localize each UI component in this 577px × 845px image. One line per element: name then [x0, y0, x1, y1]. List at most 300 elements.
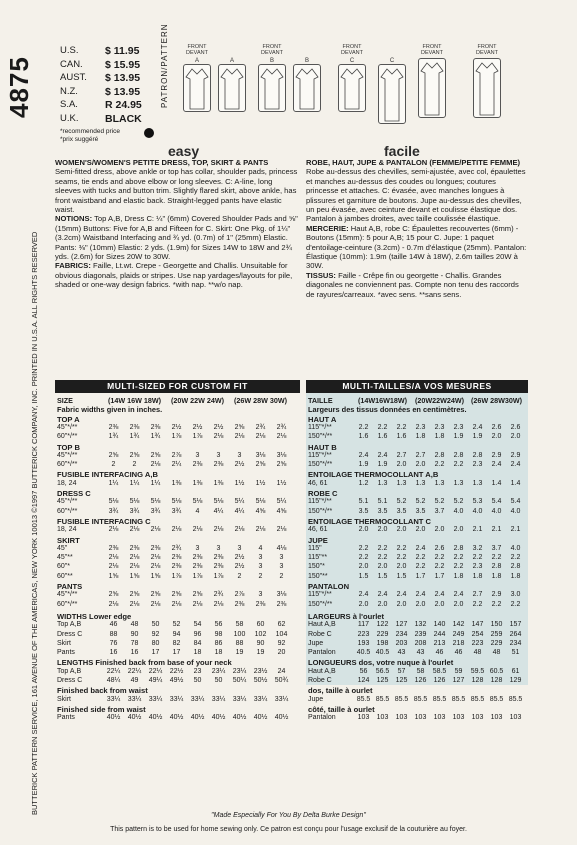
price-value: $ 13.95 [105, 85, 141, 98]
cell-value: 218 [452, 639, 465, 647]
view-title [290, 44, 324, 58]
cell-value: 4.0 [472, 507, 483, 515]
cell-value: 2¾ [171, 544, 182, 552]
size-group: (14W16W18W) [357, 396, 408, 405]
size-group: (20W22W24W) [414, 396, 465, 405]
cell-value: 3.5 [415, 507, 426, 515]
cell-value: 2.2 [510, 600, 521, 608]
cell-value: 1¾ [108, 433, 119, 441]
cell-value: 1⅞ [171, 572, 182, 580]
cell-value: 2⅜ [192, 563, 203, 571]
cell-value: 157 [509, 621, 522, 629]
cell-value: 33¼ [169, 695, 184, 703]
table-row [308, 640, 525, 647]
row-label: 115"*/** [308, 498, 332, 506]
cell-value: 2½ [234, 563, 245, 571]
table-row [57, 498, 292, 505]
right-description-block [306, 158, 528, 299]
cell-value: 1⅝ [129, 572, 140, 580]
cell-value: 2⅛ [108, 600, 119, 608]
cell-value: 2.4 [377, 591, 388, 599]
cell-value: 19 [235, 649, 244, 657]
cell-value: 1.8 [472, 572, 483, 580]
cell-value: 2.6 [434, 544, 445, 552]
cell-value: 58.5 [432, 667, 447, 675]
cell-value: 2⅝ [171, 591, 182, 599]
cell-value: 2⅜ [276, 600, 287, 608]
cell-value: 103 [490, 714, 503, 722]
cell-value: 4⅛ [276, 544, 287, 552]
price-row [60, 72, 160, 84]
table-section-title: ROBE C [308, 489, 338, 498]
butterick-logo-icon [144, 128, 154, 138]
cell-value: 2.0 [358, 526, 369, 534]
cell-value: 1¾ [150, 433, 161, 441]
row-label: 115" [308, 544, 322, 552]
size-row [57, 396, 292, 405]
cell-value: 2.0 [377, 600, 388, 608]
price-country: S.A. [60, 99, 78, 110]
cell-value: 3 [237, 451, 242, 459]
cell-value: 2⅝ [150, 591, 161, 599]
cell-value: 2.0 [491, 433, 502, 441]
cell-value: 1.5 [358, 572, 369, 580]
cell-value: 1.8 [434, 433, 445, 441]
row-label: Top A,B [57, 621, 82, 629]
cell-value: 85.5 [489, 695, 504, 703]
cell-value: 193 [357, 639, 370, 647]
cell-value: 98 [214, 630, 223, 638]
cell-value: 2⅜ [129, 544, 140, 552]
cell-value: 1.2 [358, 479, 369, 487]
cell-value: 3¾ [129, 507, 140, 515]
cell-value: 2⅛ [192, 600, 203, 608]
row-label: 115"*/** [308, 591, 332, 599]
cell-value: 2.0 [434, 526, 445, 534]
cell-value: 4.0 [510, 544, 521, 552]
cell-value: 2.4 [415, 544, 426, 552]
cell-value: 132 [414, 621, 427, 629]
cell-value: 48 [130, 621, 139, 629]
cell-value: 128 [490, 677, 503, 684]
cell-value: 117 [357, 621, 370, 629]
table-row [57, 621, 292, 628]
cell-value: 3.0 [510, 591, 521, 599]
cell-value: 2.0 [396, 526, 407, 534]
garment-sketch [418, 58, 446, 118]
row-label: 150"*/** [308, 433, 333, 441]
cell-value: 102 [254, 630, 267, 638]
garment-sketch [338, 64, 366, 112]
cell-value: 33¼ [148, 695, 163, 703]
cell-value: 5¼ [234, 498, 245, 506]
cell-value: 22¼ [148, 667, 163, 675]
cell-value: 2.2 [358, 423, 369, 431]
view-letter: C [389, 58, 395, 64]
garment-sketch [218, 64, 246, 112]
cell-value: 2.0 [415, 461, 426, 469]
cell-value: 208 [414, 639, 427, 647]
cell-value: 59 [454, 667, 463, 675]
view-title: FRONT DEVANT [341, 44, 363, 56]
left-fabrics: FABRICS: Faille, Lt.wt. Crepe - Georgette and Challis. Unsuitable for obvious diagonals, plaids or stripes. Use nap yardages/layouts for pile, shaded or one-way design fabrics. *with nap. **w/o nap. [55, 261, 293, 290]
cell-value: 85.5 [451, 695, 466, 703]
cell-value: 56 [359, 667, 368, 675]
cell-value: 46 [454, 649, 463, 657]
cell-value: 5⅛ [108, 498, 119, 506]
cell-value: 5.4 [510, 498, 521, 506]
cell-value: 2.3 [472, 461, 483, 469]
cell-value: 2½ [171, 423, 182, 431]
cell-value: 1.9 [472, 433, 483, 441]
cell-value: 2.0 [396, 461, 407, 469]
size-label: TAILLE [308, 396, 333, 405]
cell-value: 17 [172, 649, 181, 657]
row-label: 46, 61 [308, 479, 328, 487]
cell-value: 2⅛ [213, 600, 224, 608]
cell-value: 85.5 [394, 695, 409, 703]
cell-value: 2.2 [396, 544, 407, 552]
cell-value: 56.5 [375, 667, 390, 675]
table-row [57, 480, 292, 487]
cell-value: 94 [172, 630, 181, 638]
cell-value: 2 [258, 572, 263, 580]
cell-value: 150 [490, 621, 503, 629]
table-row [57, 573, 292, 580]
view-5 [335, 44, 369, 112]
cell-value: 2 [132, 461, 137, 469]
cell-value: 2.2 [491, 600, 502, 608]
cell-value: 61 [511, 667, 520, 675]
cell-value: 40½ [211, 714, 226, 722]
width-note: Fabric widths given in inches. [57, 405, 163, 415]
row-label: 45"*/** [57, 423, 78, 431]
cell-value: 1⅞ [192, 572, 203, 580]
table-row [57, 631, 292, 638]
table-row [308, 696, 525, 703]
cell-value: 5⅛ [255, 498, 266, 506]
cell-value: 2⅛ [255, 526, 266, 534]
cell-value: 2.7 [472, 591, 483, 599]
cell-value: 2.2 [377, 544, 388, 552]
price-value: $ 15.95 [105, 58, 141, 71]
cell-value: 2.0 [377, 563, 388, 571]
table-row [57, 452, 292, 459]
cell-value: 23¼ [211, 667, 226, 675]
view-2 [215, 44, 249, 112]
table-row [308, 649, 525, 656]
cell-value: 90 [130, 630, 139, 638]
left-title: WOMEN'S/WOMEN'S PETITE DRESS, TOP, SKIRT & PANTS [55, 158, 269, 167]
cell-value: 50¾ [274, 677, 289, 684]
cell-value: 223 [357, 630, 370, 638]
table-row [308, 621, 525, 628]
cell-value: 125 [376, 677, 389, 684]
cell-value: 203 [395, 639, 408, 647]
size-group: (14W 16W 18W) [107, 396, 162, 405]
cell-value: 124 [357, 677, 370, 684]
price-country: U.K. [60, 112, 79, 124]
cell-value: 2.2 [358, 554, 369, 562]
cell-value: 103 [376, 714, 389, 722]
cell-value: 2⅛ [150, 563, 161, 571]
row-label: Haut A,B [308, 667, 336, 675]
cell-value: 50¼ [232, 677, 247, 684]
row-label: 150"** [308, 572, 328, 580]
size-group: (20W 22W 24W) [170, 396, 225, 405]
price-note-fr: *prix suggéré [60, 136, 99, 143]
cell-value: 2.0 [396, 563, 407, 571]
cell-value: 125 [395, 677, 408, 684]
cell-value: 3 [195, 451, 200, 459]
cell-value: 3.5 [377, 507, 388, 515]
cell-value: 229 [490, 639, 503, 647]
table-section-title: DRESS C [57, 489, 91, 498]
pattern-number: 4875 [4, 56, 34, 118]
table-row [57, 526, 292, 533]
row-label: Robe C [308, 630, 332, 638]
cell-value: 2⅜ [213, 563, 224, 571]
cell-value: 2⅛ [234, 433, 245, 441]
cell-value: 2.2 [491, 554, 502, 562]
cell-value: 84 [193, 639, 202, 647]
cell-value: 85.5 [470, 695, 485, 703]
cell-value: 33¼ [274, 695, 289, 703]
cell-value: 51 [511, 649, 520, 657]
cell-value: 57 [397, 667, 406, 675]
cell-value: 88 [235, 639, 244, 647]
price-value: $ 11.95 [105, 45, 140, 57]
cell-value: 103 [452, 714, 465, 722]
cell-value: 49 [130, 677, 139, 684]
row-label: 115"** [308, 554, 328, 562]
cell-value: 2.0 [415, 600, 426, 608]
cell-value: 2⅝ [108, 591, 119, 599]
cell-value: 3 [279, 563, 284, 571]
cell-value: 1.8 [491, 572, 502, 580]
price-value: R 24.95 [105, 99, 142, 111]
table-row [57, 563, 292, 570]
cell-value: 3⅛ [276, 591, 287, 599]
cell-value: 2.9 [510, 451, 521, 459]
cell-value: 2⅝ [234, 423, 245, 431]
table-row [57, 545, 292, 552]
size-group: (26W 28W30W) [470, 396, 523, 405]
cell-value: 213 [433, 639, 446, 647]
cell-value: 3 [216, 544, 221, 552]
cell-value: 2½ [213, 423, 224, 431]
cell-value: 4.0 [491, 507, 502, 515]
cell-value: 2⅛ [213, 433, 224, 441]
cell-value: 2¼ [171, 461, 182, 469]
table-row [308, 677, 525, 684]
cell-value: 2⅝ [276, 461, 287, 469]
cell-value: 5¼ [276, 498, 287, 506]
cell-value: 2.2 [453, 554, 464, 562]
cell-value: 2.8 [472, 451, 483, 459]
table-row [57, 554, 292, 561]
cell-value: 48¼ [106, 677, 121, 684]
cell-value: 2.4 [358, 591, 369, 599]
table-row [308, 591, 525, 598]
cell-value: 5.3 [472, 498, 483, 506]
cell-value: 2.0 [510, 433, 521, 441]
cell-value: 40½ [169, 714, 184, 722]
table-row [308, 452, 525, 459]
row-label: 115"*/** [308, 451, 332, 459]
row-label: 45"*/** [57, 591, 78, 599]
cell-value: 2.8 [491, 563, 502, 571]
cell-value: 23¼ [232, 667, 247, 675]
cell-value: 2.4 [377, 451, 388, 459]
table-section-title: ENTOILAGE THERMOCOLLANT A,B [308, 470, 439, 480]
cell-value: 18 [214, 649, 223, 657]
cell-value: 2⅝ [255, 461, 266, 469]
table-section-title: TOP B [57, 442, 80, 452]
cell-value: 85.5 [413, 695, 428, 703]
cell-value: 85.5 [356, 695, 371, 703]
cell-value: 1.6 [358, 433, 369, 441]
row-label: 60"** [57, 572, 73, 580]
cell-value: 5⅛ [171, 498, 182, 506]
cell-value: 33¼ [232, 695, 247, 703]
cell-value: 2.4 [434, 591, 445, 599]
table-section-title: Finished back from waist [57, 686, 148, 696]
publisher-side-text: BUTTERICK PATTERN SERVICE, 161 AVENUE OF THE AMERICAS, NEW YORK 10013 ©1997 BUTTERICK COMPANY, INC. PRINTED IN U.S.A. ALL RIGHTS RESERVED [30, 231, 39, 815]
row-label: 60"*/** [57, 461, 78, 469]
cell-value: 4¼ [234, 507, 245, 515]
cell-value: 103 [357, 714, 370, 722]
cell-value: 239 [414, 630, 427, 638]
view-letter: A [229, 58, 234, 64]
price-row [60, 86, 160, 98]
cell-value: 1¼ [129, 479, 140, 487]
table-row [308, 573, 525, 580]
cell-value: 249 [452, 630, 465, 638]
cell-value: 2¾ [213, 591, 224, 599]
row-label: 150"*/** [308, 461, 333, 469]
cell-value: 2⅛ [129, 600, 140, 608]
cell-value: 198 [376, 639, 389, 647]
cell-value: 1¼ [108, 479, 119, 487]
cell-value: 2⅝ [129, 451, 140, 459]
cell-value: 2½ [234, 554, 245, 562]
cell-value: 22½ [169, 667, 184, 675]
cell-value: 1½ [234, 479, 245, 487]
cell-value: 2.2 [396, 423, 407, 431]
cell-value: 2.7 [415, 451, 426, 459]
cell-value: 2 [111, 461, 116, 469]
table-row [57, 508, 292, 515]
row-label: Top A,B [57, 667, 82, 675]
cell-value: 58 [416, 667, 425, 675]
cell-value: 2.9 [491, 591, 502, 599]
cell-value: 3 [195, 544, 200, 552]
cell-value: 92 [151, 630, 160, 638]
cell-value: 59.5 [470, 667, 485, 675]
cell-value: 49¼ [148, 677, 163, 684]
row-label: Robe C [308, 677, 332, 684]
cell-value: 48 [473, 649, 482, 657]
cell-value: 23 [193, 667, 202, 675]
cell-value: 16 [130, 649, 139, 657]
cell-value: 40½ [253, 714, 268, 722]
cell-value: 33¼ [106, 695, 121, 703]
cell-value: 2⅜ [213, 461, 224, 469]
cell-value: 78 [130, 639, 139, 647]
table-row [308, 508, 525, 515]
cell-value: 3 [258, 554, 263, 562]
cell-value: 2.3 [453, 423, 464, 431]
cell-value: 1.8 [510, 572, 521, 580]
table-row [57, 640, 292, 647]
garment-sketch [473, 58, 501, 118]
table-row [308, 424, 525, 431]
view-title: FRONT DEVANT [476, 44, 498, 56]
cell-value: 103 [433, 714, 446, 722]
cell-value: 3 [237, 544, 242, 552]
cell-value: 1½ [255, 479, 266, 487]
cell-value: 2⅝ [108, 451, 119, 459]
cell-value: 2⅛ [192, 526, 203, 534]
table-row [57, 677, 292, 684]
table-row [308, 668, 525, 675]
cell-value: 86 [214, 639, 223, 647]
cell-value: 40½ [232, 714, 247, 722]
cell-value: 3.5 [358, 507, 369, 515]
cell-value: 40½ [190, 714, 205, 722]
cell-value: 127 [452, 677, 465, 684]
cell-value: 2.2 [453, 461, 464, 469]
cell-value: 2⅛ [108, 526, 119, 534]
price-row [60, 113, 160, 125]
table-section-title: WIDTHS Lower edge [57, 611, 132, 621]
view-title [215, 44, 249, 58]
cell-value: 2.2 [434, 461, 445, 469]
cell-value: 1.8 [453, 572, 464, 580]
cell-value: 1.9 [358, 461, 369, 469]
table-section-title: LARGEURS à l'ourlet [308, 611, 385, 621]
cell-value: 2½ [192, 423, 203, 431]
row-label: 45"** [57, 554, 73, 562]
cell-value: 5.4 [491, 498, 502, 506]
table-row [57, 461, 292, 468]
cell-value: 2.2 [453, 563, 464, 571]
cell-value: 1.8 [415, 433, 426, 441]
table-row [57, 601, 292, 608]
cell-value: 2½ [234, 461, 245, 469]
view-4 [290, 44, 324, 112]
footer-note: This pattern is to be used for home sewing only. Ce patron est conçu pour l'usage exclusif de la couturière au foyer. [110, 826, 467, 833]
cell-value: 24 [277, 667, 286, 675]
cell-value: 58 [235, 621, 244, 629]
price-row [60, 45, 160, 57]
view-1 [180, 44, 214, 112]
row-label: 45"*/** [57, 451, 78, 459]
cell-value: 1⅜ [171, 479, 182, 487]
cell-value: 5.1 [377, 498, 388, 506]
cell-value: 2.4 [453, 591, 464, 599]
cell-value: 2⅛ [108, 554, 119, 562]
row-label: 18, 24 [57, 479, 77, 487]
cell-value: 122 [376, 621, 389, 629]
cell-value: 2.4 [396, 591, 407, 599]
view-6 [375, 44, 409, 124]
cell-value: 76 [109, 639, 118, 647]
row-label: 60"*/** [57, 433, 78, 441]
cell-value: 1¼ [150, 479, 161, 487]
cell-value: 56 [214, 621, 223, 629]
